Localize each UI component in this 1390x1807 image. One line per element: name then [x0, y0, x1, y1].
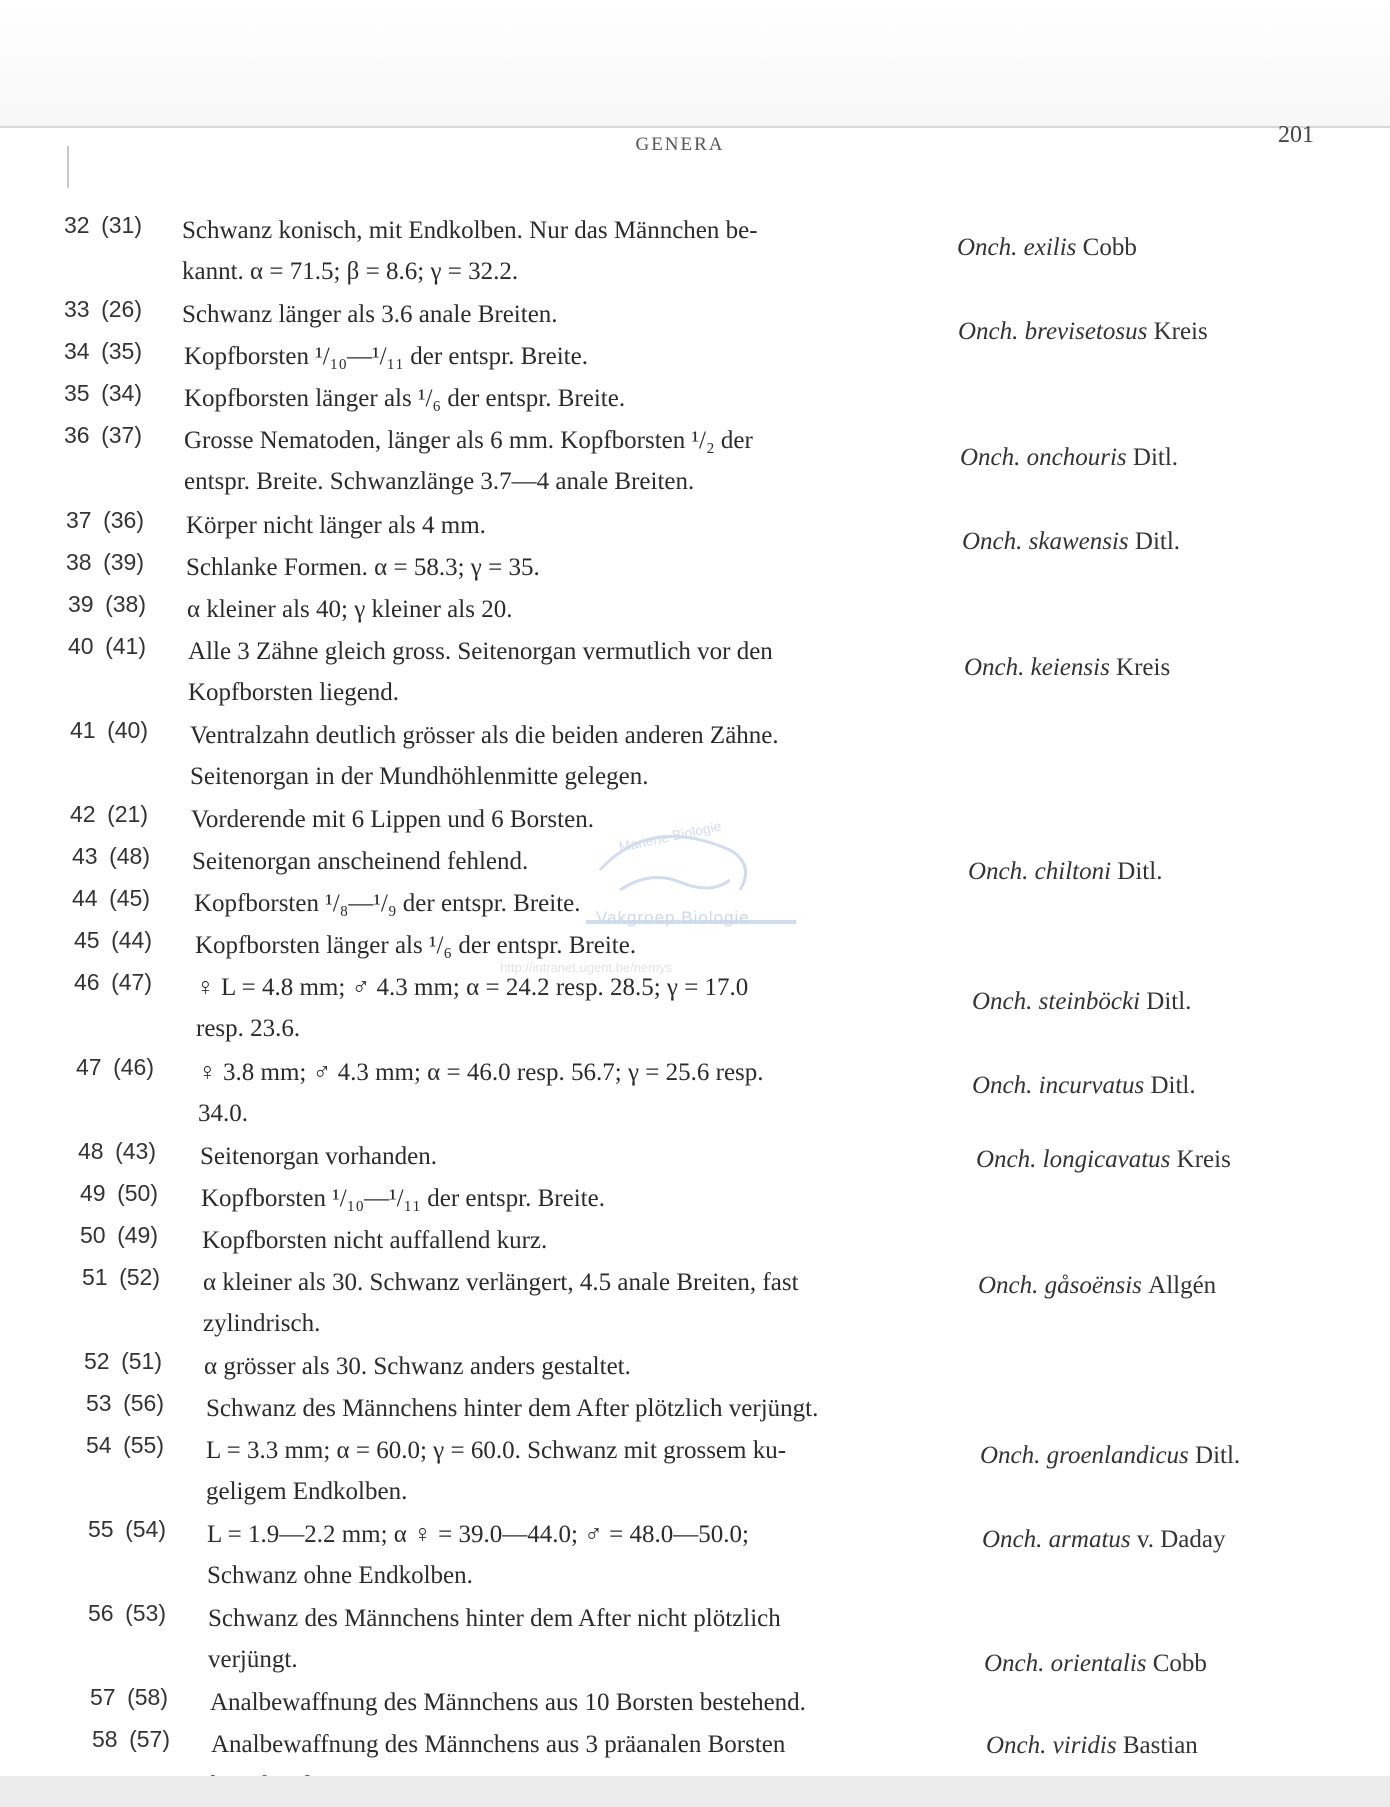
entry-line: Analbewaffnung des Männchens aus 3 präanalen Borsten: [211, 1731, 786, 1758]
taxon-author: Kreis: [1116, 654, 1171, 681]
entry-text: [203, 1262, 993, 1344]
entry-text: [210, 1682, 1000, 1723]
entry-number: 33 (26): [64, 296, 142, 322]
entry-text: [191, 799, 981, 840]
entry-line: entspr. Breite. Schwanzlänge 3.7—4 anale Breiten.: [184, 468, 695, 495]
entry-text: [194, 883, 984, 924]
entry-text: [186, 547, 976, 588]
entry-line: Seitenorgan in der Mundhöhlenmitte gelegen.: [190, 763, 649, 790]
taxon-species: viridis: [1052, 1732, 1123, 1759]
taxon-author: Ditl.: [1134, 528, 1181, 555]
entry-line: Seitenorgan vorhanden.: [200, 1143, 437, 1170]
entry-text: [204, 1346, 994, 1387]
entry-number: 57 (58): [90, 1684, 168, 1710]
entry-text: [202, 1220, 992, 1261]
entry-line: Grosse Nematoden, länger als 6 mm. Kopfborsten ¹/₂ der: [184, 427, 753, 454]
entry-text: [206, 1430, 996, 1512]
entry-number: 58 (57): [92, 1726, 170, 1752]
entry-line: Ventralzahn deutlich grösser als die beiden anderen Zähne.: [190, 722, 779, 749]
taxon-species: gåsoënsis: [1044, 1272, 1149, 1299]
entry-line: verjüngt.: [208, 1646, 298, 1673]
entry-line: ♀ 3.8 mm; ♂ 4.3 mm; α = 46.0 resp. 56.7; γ = 25.6 resp.: [198, 1059, 764, 1086]
taxon-author: Ditl.: [1150, 1072, 1196, 1099]
entry-text: [201, 1178, 991, 1219]
taxon-author: Ditl.: [1195, 1442, 1241, 1469]
taxon-species: skawensis: [1028, 528, 1135, 555]
taxon-name: [982, 1526, 1226, 1554]
entry-line: Kopfborsten ¹/₁₀—¹/₁₁ der entspr. Breite.: [184, 343, 588, 370]
watermark-top-text: Mariene Biologie: [617, 820, 723, 855]
entry-line: 34.0.: [198, 1100, 248, 1127]
entry-text: [182, 294, 972, 335]
entry-text: [184, 420, 974, 502]
entry-line: Körper nicht länger als 4 mm.: [186, 512, 486, 539]
entry-line: Schwanz des Männchens hinter dem After plötzlich verjüngt.: [206, 1395, 819, 1422]
taxon-genus: Onch.: [964, 654, 1031, 681]
entry-line: Kopfborsten länger als ¹/₆ der entspr. Breite.: [195, 932, 637, 959]
scan-top-margin: [0, 0, 1390, 128]
entry-line: Kopfborsten nicht auffallend kurz.: [202, 1227, 548, 1254]
taxon-genus: Onch.: [958, 318, 1025, 345]
entry-line: Schwanz länger als 3.6 anale Breiten.: [182, 301, 558, 328]
taxon-genus: Onch.: [980, 1442, 1047, 1469]
entry-number: 40 (41): [68, 633, 146, 659]
entry-line: L = 3.3 mm; α = 60.0; γ = 60.0. Schwanz mit grossem ku-: [206, 1437, 787, 1464]
taxon-genus: Onch.: [976, 1146, 1043, 1173]
taxon-author: Ditl.: [1146, 988, 1192, 1015]
entry-text: [206, 1388, 996, 1429]
entry-line: Alle 3 Zähne gleich gross. Seitenorgan vermutlich vor den: [188, 638, 773, 665]
entry-text: [186, 505, 976, 546]
entry-line: Kopfborsten ¹/₁₀—¹/₁₁ der entspr. Breite.: [201, 1185, 605, 1212]
taxon-genus: Onch.: [972, 988, 1039, 1015]
taxon-species: incurvatus: [1038, 1072, 1151, 1099]
taxon-species: steinböcki: [1038, 988, 1147, 1015]
taxon-name: [964, 654, 1170, 682]
taxon-species: brevisetosus: [1024, 318, 1154, 345]
entry-number: 47 (46): [76, 1054, 154, 1080]
scan-bottom-margin: [0, 1776, 1390, 1807]
entry-number: 32 (31): [64, 212, 142, 238]
entry-line: Kopfborsten ¹/₈—¹/₉ der entspr. Breite.: [194, 890, 581, 917]
taxon-species: longicavatus: [1042, 1146, 1177, 1173]
entry-number: 44 (45): [72, 885, 150, 911]
entry-text: [192, 841, 982, 882]
entry-text: [198, 1052, 988, 1134]
entry-text: [208, 1598, 998, 1680]
taxon-species: chiltoni: [1034, 858, 1118, 885]
entry-line: zylindrisch.: [203, 1310, 321, 1337]
taxon-genus: Onch.: [968, 858, 1035, 885]
entry-line: Schlanke Formen. α = 58.3; γ = 35.: [186, 554, 540, 581]
entry-line: resp. 23.6.: [196, 1015, 301, 1042]
entry-number: 55 (54): [88, 1516, 166, 1542]
taxon-author: Ditl.: [1132, 444, 1179, 471]
taxon-name: [978, 1272, 1216, 1300]
entry-number: 37 (36): [66, 507, 144, 533]
entry-line: Schwanz ohne Endkolben.: [207, 1562, 473, 1589]
taxon-genus: Onch.: [984, 1650, 1051, 1677]
entry-number: 50 (49): [80, 1222, 158, 1248]
entry-number: 54 (55): [86, 1432, 164, 1458]
taxon-name: [957, 234, 1137, 262]
entry-line: Schwanz konisch, mit Endkolben. Nur das Männchen be-: [182, 217, 758, 244]
taxon-name: [960, 444, 1178, 472]
running-head: GENERA: [635, 134, 725, 155]
entry-number: 36 (37): [64, 422, 142, 448]
taxon-name: [968, 858, 1162, 886]
watermark-url: http://intranet.ugent.be/nemys: [500, 960, 672, 975]
taxon-genus: Onch.: [962, 528, 1029, 555]
taxon-author: Cobb: [1082, 234, 1137, 261]
entry-line: Kopfborsten länger als ¹/₆ der entspr. Breite.: [184, 385, 626, 412]
taxon-species: keiensis: [1030, 654, 1117, 681]
taxon-genus: Onch.: [957, 234, 1024, 261]
entry-number: 41 (40): [70, 717, 148, 743]
taxon-name: [972, 1072, 1196, 1100]
entry-line: Vorderende mit 6 Lippen und 6 Borsten.: [191, 806, 594, 833]
taxon-author: v. Daday: [1136, 1526, 1226, 1553]
page-top-edge: [0, 126, 1390, 128]
entry-text: [187, 589, 977, 630]
entry-line: geligem Endkolben.: [206, 1478, 408, 1505]
taxon-name: [986, 1732, 1198, 1760]
entry-line: L = 1.9—2.2 mm; α ♀ = 39.0—44.0; ♂ = 48.0—50.0;: [207, 1521, 749, 1548]
taxon-name: [984, 1650, 1207, 1678]
taxon-name: [980, 1442, 1240, 1470]
entry-number: 34 (35): [64, 338, 142, 364]
taxon-name: [962, 528, 1180, 556]
entry-line: Analbewaffnung des Männchens aus 10 Borsten bestehend.: [210, 1689, 806, 1716]
entry-text: [184, 378, 974, 419]
taxon-name: [976, 1146, 1231, 1174]
entry-text: [200, 1136, 990, 1177]
entry-line: ♀ L = 4.8 mm; ♂ 4.3 mm; α = 24.2 resp. 28.5; γ = 17.0: [196, 974, 749, 1001]
entry-text: [207, 1514, 997, 1596]
entry-line: Kopfborsten liegend.: [188, 679, 400, 706]
taxon-species: armatus: [1048, 1526, 1137, 1553]
entry-text: [190, 715, 980, 797]
entry-number: 52 (51): [84, 1348, 162, 1374]
entry-number: 53 (56): [86, 1390, 164, 1416]
taxon-author: Allgén: [1148, 1272, 1217, 1299]
entry-number: 45 (44): [74, 927, 152, 953]
entry-line: α kleiner als 40; γ kleiner als 20.: [187, 596, 513, 623]
entry-text: [188, 631, 978, 713]
taxon-genus: Onch.: [986, 1732, 1053, 1759]
taxon-author: Bastian: [1122, 1732, 1198, 1759]
taxon-author: Kreis: [1176, 1146, 1231, 1173]
entry-number: 46 (47): [74, 969, 152, 995]
taxon-author: Ditl.: [1117, 858, 1163, 885]
watermark-bottom-text: Vakgroep Biologie: [596, 908, 750, 927]
entry-line: α grösser als 30. Schwanz anders gestaltet.: [204, 1353, 631, 1380]
taxon-genus: Onch.: [972, 1072, 1039, 1099]
taxon-name: [958, 318, 1208, 346]
entry-number: 43 (48): [72, 843, 150, 869]
entry-number: 49 (50): [80, 1180, 158, 1206]
entry-number: 35 (34): [64, 380, 142, 406]
entry-line: Schwanz des Männchens hinter dem After nicht plötzlich: [208, 1605, 781, 1632]
taxon-species: exilis: [1023, 234, 1083, 261]
entry-number: 48 (43): [78, 1138, 156, 1164]
entry-text: [196, 967, 986, 1049]
taxon-species: groenlandicus: [1046, 1442, 1196, 1469]
taxon-species: onchouris: [1026, 444, 1133, 471]
entry-line: Seitenorgan anscheinend fehlend.: [192, 848, 529, 875]
entry-text: [195, 925, 985, 966]
taxon-name: [972, 988, 1191, 1016]
entry-text: [184, 336, 974, 377]
entry-number: 38 (39): [66, 549, 144, 575]
taxon-author: Cobb: [1152, 1650, 1207, 1677]
taxon-genus: Onch.: [960, 444, 1027, 471]
entry-number: 39 (38): [68, 591, 146, 617]
taxon-genus: Onch.: [982, 1526, 1049, 1553]
taxon-genus: Onch.: [978, 1272, 1045, 1299]
entry-line: α kleiner als 30. Schwanz verlängert, 4.5 anale Breiten, fast: [203, 1269, 799, 1296]
page-number: 201: [1278, 122, 1314, 148]
entry-line: kannt. α = 71.5; β = 8.6; γ = 32.2.: [182, 258, 519, 285]
entry-number: 42 (21): [70, 801, 148, 827]
entry-text: [182, 210, 972, 292]
entry-number: 51 (52): [82, 1264, 160, 1290]
entry-number: 56 (53): [88, 1600, 166, 1626]
taxon-author: Kreis: [1153, 318, 1208, 345]
taxon-species: orientalis: [1050, 1650, 1153, 1677]
